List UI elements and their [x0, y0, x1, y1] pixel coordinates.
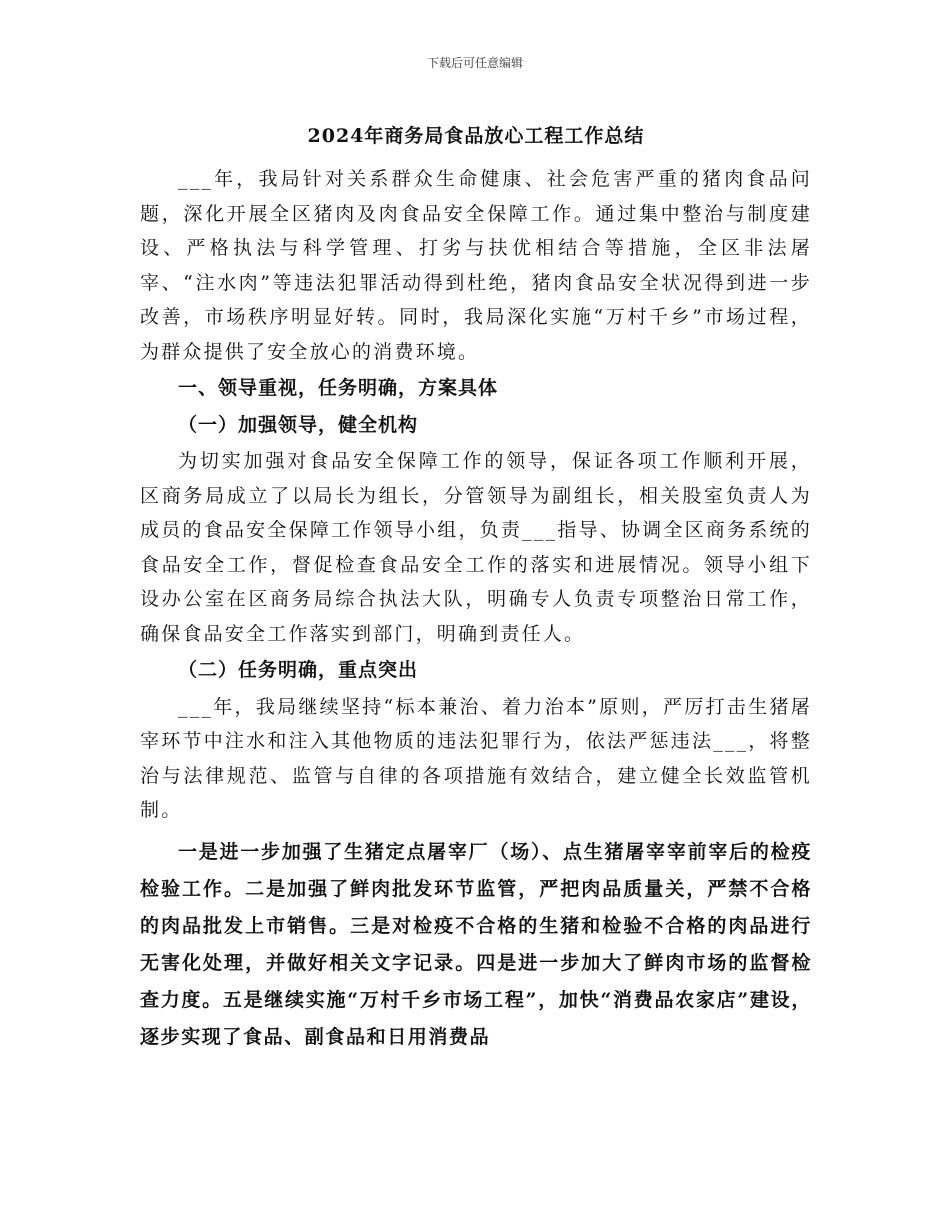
section-1-heading: 一、领导重视，任务明确，方案具体: [178, 377, 499, 399]
page-header-note: 下载后可任意编辑: [426, 56, 523, 70]
subsection-2-heading: （二）任务明确，重点突出: [178, 659, 419, 681]
subsection-2-paragraph: ___年，我局继续坚持“标本兼治、着力治本”原则，严厉打击生猪屠宰环节中注水和注入其他物质的违法犯罪行为，依法严惩违法___，将整治与法律规范、监管与自律的各项措施有效结合，建立健全长效监管机制。: [140, 695, 812, 821]
subsection-1-heading: （一）加强领导，健全机构: [178, 413, 419, 436]
document-body: [140, 118, 812, 1056]
intro-paragraph: ___年，我局针对关系群众生命健康、社会危害严重的猪肉食品问题，深化开展全区猪肉及肉食品安全保障工作。通过集中整治与制度建设、严格执法与科学管理、打劣与扶优相结合等措施，全区非法屠宰、“注水肉”等违法犯罪活动得到杜绝，猪肉食品安全状况得到进一步改善，市场秩序明显好转。同时，我局深化实施“万村千乡”市场过程，为群众提供了安全放心的消费环境。: [140, 168, 812, 363]
measures-paragraph: 一是进一步加强了生猪定点屠宰厂（场）、点生猪屠宰宰前宰后的检疫检验工作。二是加强了鲜肉批发环节监管，严把肉品质量关，严禁不合格的肉品批发上市销售。三是对检疫不合格的生猪和检验不合格的肉品进行无害化处理，并做好相关文字记录。四是进一步加大了鲜肉市场的监督检查力度。五是继续实施“万村千乡市场工程”，加快“消费品农家店”建设，逐步实现了食品、副食品和日用消费品: [140, 840, 812, 1048]
subsection-1-paragraph: 为切实加强对食品安全保障工作的领导，保证各项工作顺利开展，区商务局成立了以局长为组长，分管领导为副组长，相关股室负责人为成员的食品安全保障工作领导小组，负责___指导、协调全区商务系统的食品安全工作，督促检查食品安全工作的落实和进展情况。领导小组下设办公室在区商务局综合执法大队，明确专人负责专项整治日常工作，确保食品安全工作落实到部门，明确到责任人。: [140, 450, 812, 645]
document-title: 2024年商务局食品放心工程工作总结: [307, 125, 645, 147]
